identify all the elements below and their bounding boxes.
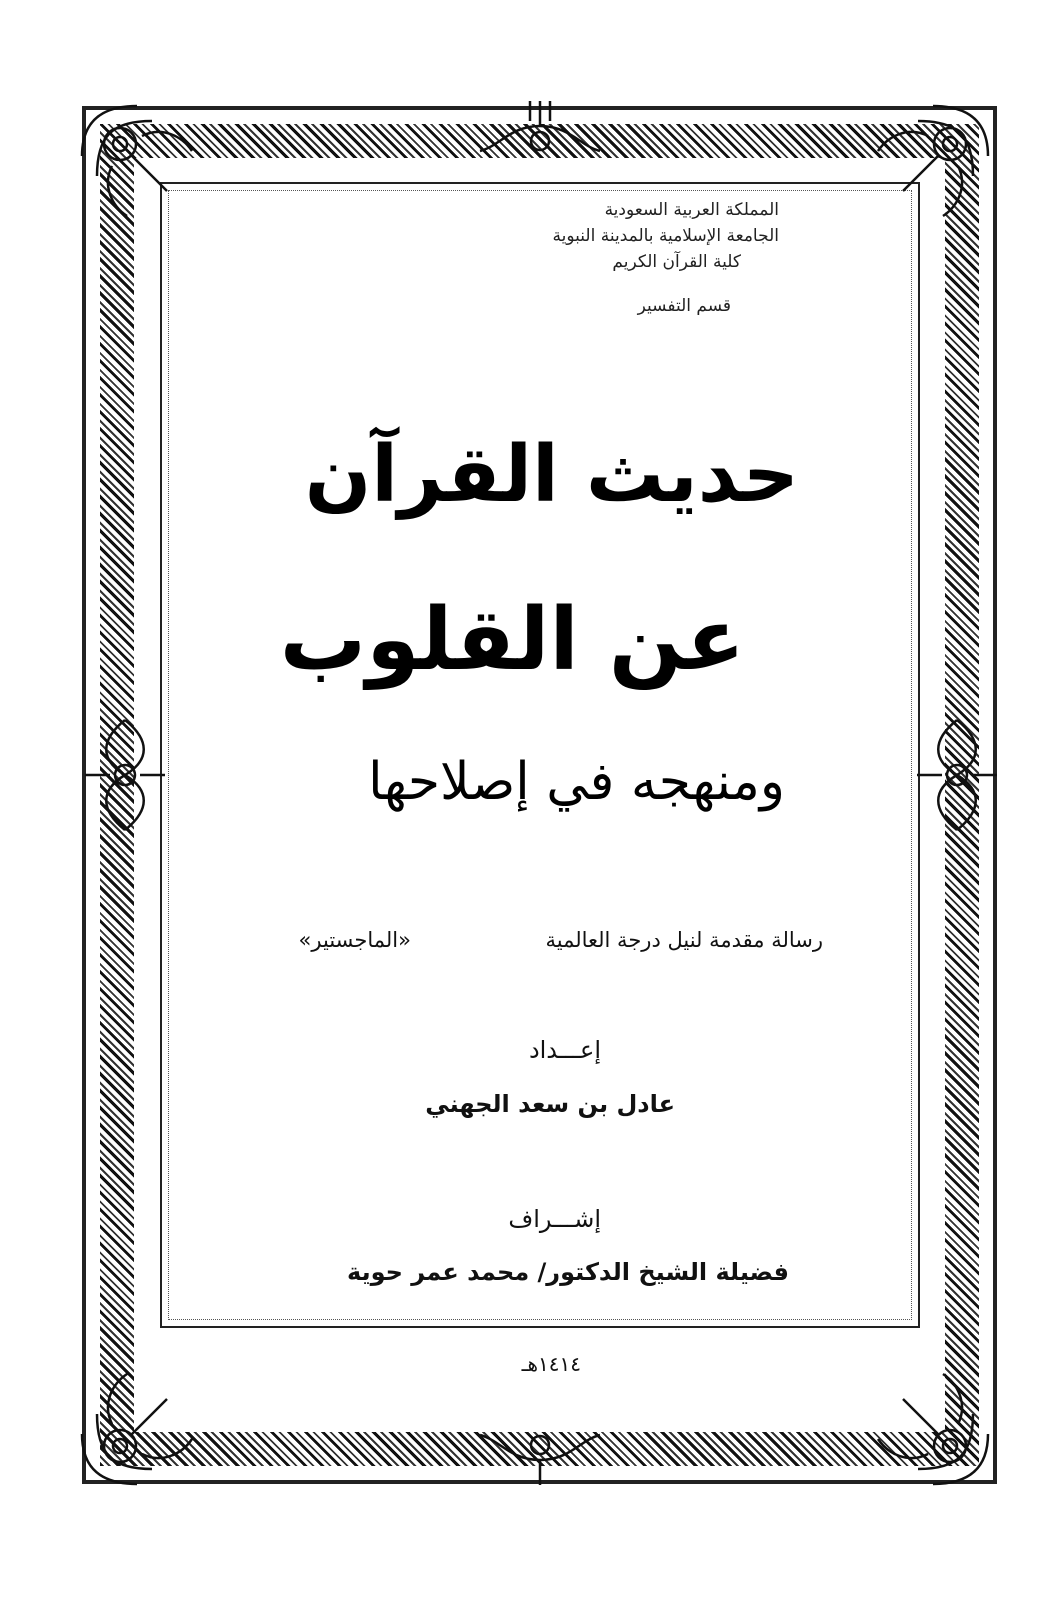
title-line-3: ومنهجه في إصلاحها: [368, 752, 785, 812]
author-label: إعـــداد: [528, 1036, 601, 1064]
degree-text: رسالة مقدمة لنيل درجة العالمية: [545, 928, 823, 952]
title-line-2: عن القلوب: [279, 590, 745, 690]
corner-ornament-bottom-right: [868, 1364, 998, 1494]
hijri-date: ١٤١٤هـ: [521, 1352, 581, 1376]
supervisor-label: إشـــراف: [508, 1205, 601, 1233]
corner-ornament-top-left: [72, 96, 202, 226]
side-ornament-left: [80, 715, 170, 835]
institution-line-college: كلية القرآن الكريم: [612, 252, 741, 272]
supervisor-name: فضيلة الشيخ الدكتور/ محمد عمر حوية: [347, 1258, 789, 1286]
institution-line-kingdom: المملكة العربية السعودية: [604, 200, 779, 220]
corner-ornament-bottom-left: [72, 1364, 202, 1494]
institution-line-university: الجامعة الإسلامية بالمدينة النبوية: [552, 226, 779, 246]
institution-line-department: قسم التفسير: [637, 296, 731, 316]
title-line-1: حديث القرآن: [304, 430, 799, 520]
top-center-ornament: [470, 96, 610, 166]
side-ornament-right: [912, 715, 1002, 835]
bottom-center-ornament: [470, 1420, 610, 1490]
corner-ornament-top-right: [868, 96, 998, 226]
degree-level: «الماجستير»: [298, 928, 411, 952]
author-name: عادل بن سعد الجهني: [425, 1090, 675, 1118]
